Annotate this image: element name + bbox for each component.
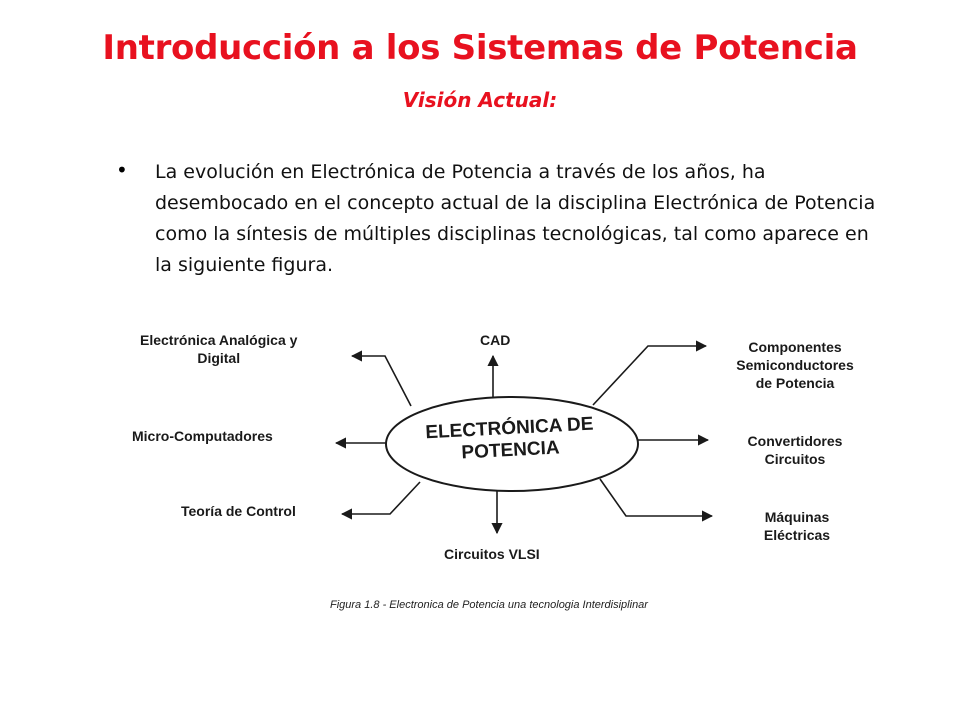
node-analogica-line2: Digital <box>197 350 241 366</box>
node-componentes-line1: Componentes <box>748 339 842 355</box>
center-label-line1: ELECTRÓNICA DE <box>424 413 594 444</box>
node-micro: Micro-Computadores <box>132 428 273 444</box>
node-componentes <box>722 338 868 392</box>
node-componentes-line3: de Potencia <box>755 375 835 391</box>
arrow-maquinas <box>600 479 712 516</box>
bullet-marker: • <box>116 158 128 182</box>
arrow-control <box>342 482 420 514</box>
node-convertidores-line1: Convertidores <box>747 433 843 449</box>
node-convertidores <box>730 432 860 468</box>
arrow-analogica <box>352 356 411 406</box>
node-analogica <box>140 331 297 367</box>
node-vlsi: Circuitos VLSI <box>444 546 540 562</box>
bullet-text: La evolución en Electrónica de Potencia a través de los años, ha desembocado en el concepto actual de la disciplina Electrónica de Potencia como la síntesis de múltiples disciplinas tecnológicas, tal como aparece en la siguiente figura. <box>155 161 876 276</box>
arrow-componentes <box>593 346 706 405</box>
figure-caption: Figura 1.8 - Electronica de Potencia una tecnologia Interdisiplinar <box>330 599 648 611</box>
node-convertidores-line2: Circuitos <box>764 451 826 467</box>
node-maquinas-line1: Máquinas <box>764 509 830 525</box>
node-maquinas <box>752 508 842 544</box>
center-label-line2: POTENCIA <box>460 437 561 464</box>
node-cad: CAD <box>480 332 511 348</box>
node-analogica-line1: Electrónica Analógica y <box>140 332 298 348</box>
slide-subtitle: Visión Actual: <box>402 88 558 112</box>
node-maquinas-line2: Eléctricas <box>763 527 831 543</box>
node-control: Teoría de Control <box>181 503 296 519</box>
slide-title: Introducción a los Sistemas de Potencia <box>102 28 858 68</box>
node-componentes-line2: Semiconductores <box>736 357 854 373</box>
